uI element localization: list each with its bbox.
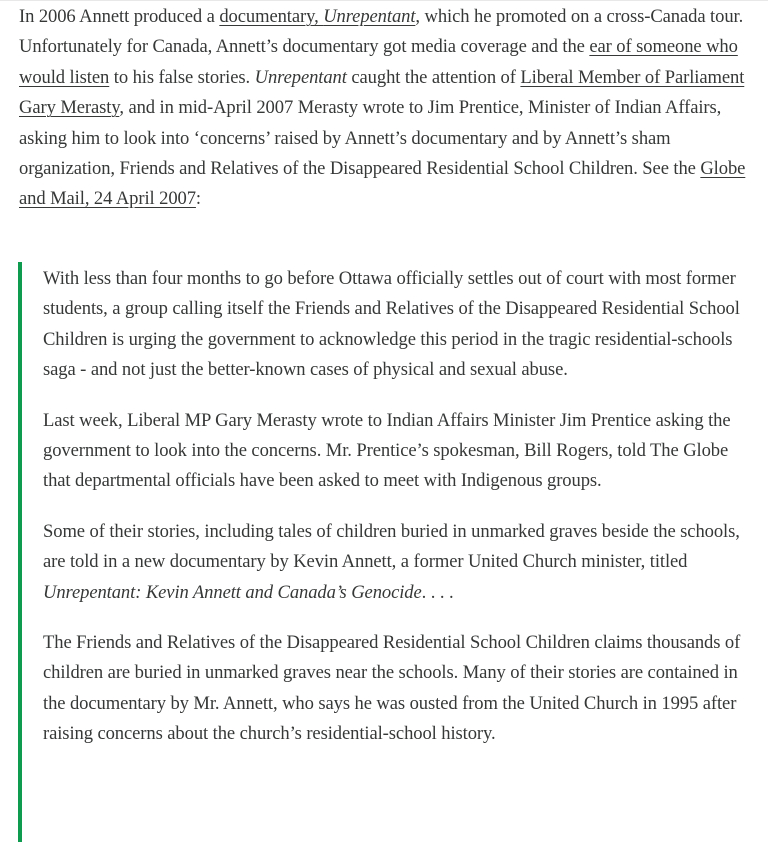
intro-text-1: In 2006 Annett produced a	[19, 6, 220, 27]
documentary-full-title: Unrepentant: Kevin Annett and Canada’s Genocide	[43, 581, 422, 603]
documentary-link[interactable]	[219, 6, 415, 27]
quote-paragraph-1: With less than four months to go before Ottawa officially settles out of court with most former students, a group calling itself the Friends and Relatives of the Disappeared Residential School Children is urging the government to acknowledge this period in the tragic residential-schools saga - and not just the better-known cases of physical and sexual abuse.	[43, 268, 740, 381]
gary-merasty-link[interactable]: Liberal Member of Parliament Gary Merasty	[19, 66, 745, 119]
quote-paragraph-3-text: Some of their stories, including tales of children buried in unmarked graves beside the schools, are told in a new documentary by Kevin Annett, a former United Church minister, titled	[43, 520, 740, 573]
intro-text-2: , which he promoted on a cross-Canada tour. Unfortunately for Canada, Annett’s documentary got media coverage and the	[19, 6, 744, 58]
intro-paragraph	[19, 2, 754, 215]
top-divider	[0, 0, 768, 1]
intro-text-6: :	[195, 188, 201, 210]
ear-of-someone-link[interactable]: ear of someone who would listen	[19, 36, 738, 88]
globe-quote-blockquote	[18, 262, 748, 842]
documentary-link-prefix: documentary,	[219, 6, 324, 27]
unrepentant-title: Unrepentant	[254, 66, 347, 88]
globe-and-mail-link[interactable]: Globe and Mail, 24 April 2007	[19, 158, 746, 210]
documentary-link-title: Unrepentant	[323, 6, 416, 27]
quote-paragraph-4: The Friends and Relatives of the Disappeared Residential School Children claims thousands of children are buried in unmarked graves near the schools. Many of their stories are contained in the documentary by Mr. Annett, who says he was ousted from the United Church in 1995 after raising concerns about the church’s residential-school history.	[43, 632, 741, 745]
intro-text-3: to his false stories.	[109, 66, 255, 88]
quote-paragraph-3	[43, 517, 748, 608]
intro-text-4: caught the attention of	[346, 66, 521, 88]
intro-text-5: , and in mid-April 2007 Merasty wrote to Jim Prentice, Minister of Indian Affairs, asking him to look into ‘concerns’ raised by Annett’s documentary and by Annett’s sham organization, Friends and Relatives of the Disappeared Residential School Children. See the	[19, 97, 722, 180]
quote-paragraph-2: Last week, Liberal MP Gary Merasty wrote to Indian Affairs Minister Jim Prentice asking the government to look into the concerns. Mr. Prentice’s spokesman, Bill Rogers, told The Globe that departmental officials have been asked to meet with Indigenous groups.	[43, 409, 731, 492]
quote-ellipsis: . . . .	[421, 581, 454, 603]
